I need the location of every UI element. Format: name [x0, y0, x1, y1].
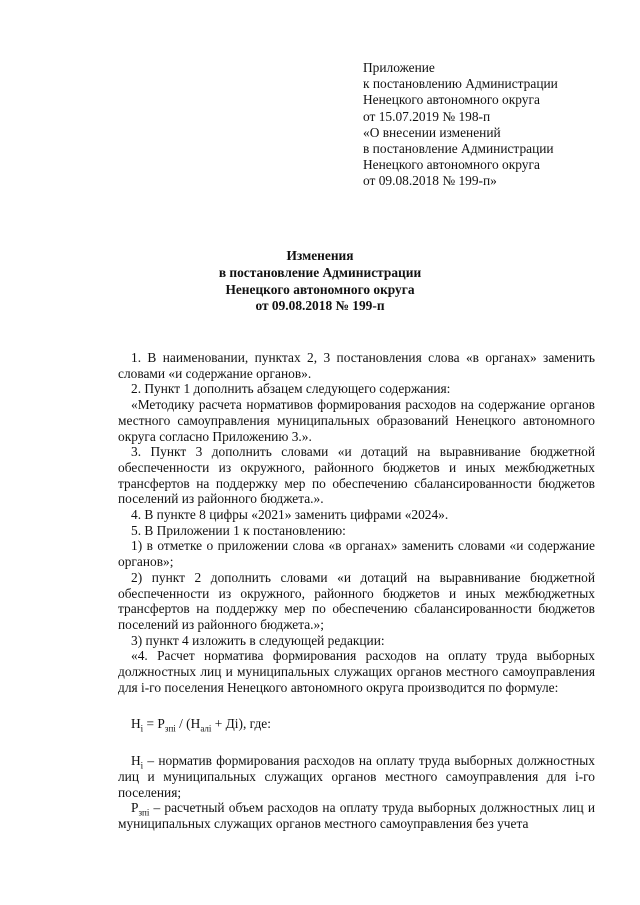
- formula-symbol: Н: [131, 716, 141, 732]
- paragraph: 1. В наименовании, пунктах 2, 3 постановления слова «в органах» заменить словами «и содержание органов».: [118, 350, 595, 381]
- definition: [118, 753, 595, 800]
- title-line: от 09.08.2018 № 199-п: [255, 298, 385, 314]
- definition-symbol: Н: [131, 753, 141, 769]
- appendix-line: Ненецкого автономного округа: [363, 157, 540, 173]
- appendix-line: Приложение: [363, 60, 435, 75]
- paragraph: «4. Расчет норматива формирования расходов на оплату труда выборных должностных лиц и муниципальных служащих органов местного самоуправления для i-го поселения Ненецкого автономного округа производится по формуле:: [118, 648, 595, 695]
- paragraph: 1) в отметке о приложении слова «в органах» заменить словами «и содержание органов»;: [118, 538, 595, 570]
- paragraph: 2) пункт 2 дополнить словами «и дотаций на выравнивание бюджетной обеспеченности из окружного, районного бюджетов и иных межбюджетных трансфертов на поддержку мер по обеспечению сбалансированности бюджетов поселений из районного бюджета.»;: [118, 569, 595, 632]
- appendix-line: Ненецкого автономного округа: [363, 92, 540, 108]
- appendix-line: в постановление Администрации: [363, 141, 554, 157]
- paragraph: 3. Пункт 3 дополнить словами «и дотаций на выравнивание бюджетной обеспеченности из окружного, районного бюджетов и иных межбюджетных трансфертов на поддержку мер по обеспечению сбалансированности бюджетов поселений из районного бюджета.».: [118, 444, 595, 507]
- definition-subscript: i: [140, 760, 144, 771]
- definition-text: – норматив формирования расходов на оплату труда выборных должностных лиц и муниципальных служащих органов местного самоуправления для i-го поселения;: [118, 753, 595, 800]
- appendix-line: от 15.07.2019 № 198-п: [363, 108, 491, 124]
- paragraph: «Методику расчета нормативов формирования расходов на содержание органов местного самоуправления муниципальных образований Ненецкого автономного округа согласно Приложению 3.».: [118, 397, 595, 444]
- formula: [118, 716, 595, 735]
- appendix-block: [363, 60, 613, 190]
- definition: [118, 800, 595, 831]
- paragraph: 2. Пункт 1 дополнить абзацем следующего содержания:: [131, 381, 451, 397]
- appendix-line: от 09.08.2018 № 199-п»: [363, 173, 497, 189]
- formula-part: / (Н: [175, 716, 201, 732]
- paragraph: 3) пункт 4 изложить в следующей редакции:: [131, 632, 385, 648]
- definition-subscript: зпi: [138, 807, 150, 818]
- definition-symbol: Р: [131, 800, 139, 816]
- paragraph: 5. В Приложении 1 к постановлению:: [131, 522, 346, 538]
- title-line: Ненецкого автономного округа: [225, 281, 415, 297]
- document-body: [118, 350, 595, 832]
- appendix-line: «О внесении изменений: [363, 124, 501, 140]
- formula-subscript: алi: [200, 724, 212, 735]
- formula-subscript: зпi: [164, 724, 176, 735]
- title-line: в постановление Администрации: [218, 264, 422, 280]
- title-line: Изменения: [286, 248, 354, 263]
- appendix-line: к постановлению Администрации: [363, 76, 558, 92]
- definition-text: – расчетный объем расходов на оплату труда выборных должностных лиц и муниципальных служащих органов местного самоуправления без учета: [118, 800, 595, 831]
- formula-part: = Р: [143, 716, 165, 732]
- formula-subscript: i: [140, 724, 144, 735]
- document-title: [0, 248, 640, 315]
- paragraph: 4. В пункте 8 цифры «2021» заменить цифрами «2024».: [131, 507, 449, 523]
- formula-part: + Дi), где:: [211, 716, 271, 732]
